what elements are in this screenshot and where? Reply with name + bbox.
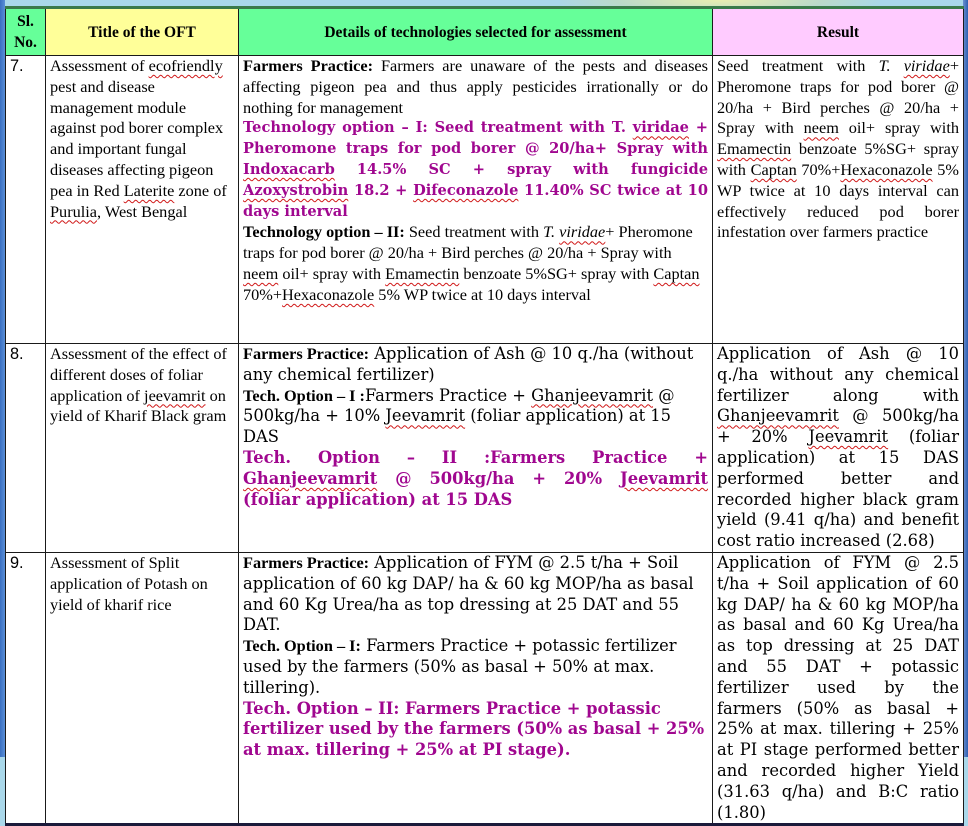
details-cell — [239, 344, 713, 553]
text: (foliar application) at 15 DAS performed better and recorded higher black gram yield (9.41 q/ha) and benefit cost ratio increased (2.68) — [717, 427, 959, 551]
spellcheck-word: Azoxystrobin — [243, 181, 349, 199]
header-details: Details of technologies selected for assessment — [239, 8, 713, 56]
text: pest and disease management module against pod borer complex and important fungal diseases affecting pigeon pea in Red — [50, 76, 224, 200]
text: + Pheromone traps for pod borer @ 20/ha + Bird perches @ 20/ha + Spray with — [717, 56, 959, 138]
spellcheck-word: Captan — [750, 159, 797, 179]
text: Assessment of the effect of different doses of foliar application of — [50, 344, 227, 405]
text: Seed treatment with — [404, 222, 544, 242]
text: 18.2 + — [348, 181, 414, 199]
technology-option-1-label: Tech. Option – I : — [243, 385, 365, 405]
text: Application of Ash @ 10 q./ha without any chemical fertilizer along with — [717, 344, 959, 405]
text: (foliar application) at 15 DAS — [243, 489, 513, 509]
farmers-practice — [243, 553, 708, 636]
header-row — [6, 8, 964, 56]
spellcheck-word: Ghanjeevamrit — [531, 385, 654, 405]
oft-title-cell — [46, 56, 239, 344]
sl-no-cell: 9. — [6, 552, 46, 824]
farmers-practice — [243, 56, 708, 118]
spellcheck-word: Emamectin — [717, 139, 792, 159]
technology-option-2 — [243, 448, 708, 510]
text: + Pheromone traps for pod borer @ 20/ha + Bird perches @ 20/ha + Spray with — [243, 222, 693, 263]
spellcheck-word: viridae — [559, 222, 606, 242]
text: @ 500kg/ha + 20% — [717, 406, 959, 447]
table-row — [6, 552, 964, 824]
text: 70%+ — [243, 284, 283, 304]
text: 70%+ — [796, 159, 841, 179]
technology-option-1 — [243, 118, 708, 222]
sl-no-cell: 8. — [6, 344, 46, 553]
farmers-practice-text: Application of FYM @ 2.5 t/ha + Soil application of 60 kg DAP/ ha & 60 kg MOP/ha as basal and 60 Kg Urea/ha as top dressing at 25 DAT and 55 DAT. — [243, 552, 694, 635]
farmers-practice — [243, 344, 708, 386]
spellcheck-word: Ghanjeevamrit — [243, 468, 378, 488]
technology-option-1 — [243, 636, 708, 698]
text: zone of — [174, 180, 227, 200]
text: Assessment of — [50, 56, 145, 75]
technology-option-1 — [243, 386, 708, 448]
spellcheck-word: Hexaconazole — [840, 159, 933, 179]
spellcheck-word: Jeevamrit — [620, 468, 708, 488]
text: (foliar application) at 15 DAS — [243, 406, 672, 447]
spellcheck-word: Jeevamrit — [808, 427, 889, 447]
spellcheck-word: Difeconazole — [413, 181, 519, 199]
table-row — [6, 56, 964, 344]
spellcheck-word: Captan — [653, 263, 700, 283]
result-cell: Application of FYM @ 2.5 t/ha + Soil application of 60 kg DAP/ ha & 60 kg MOP/ha as basal and 60 Kg Urea/ha as top dressing at 25 DAT and 55 DAT + potassic fertilizer used by the farmers (50% as basal + 25% at max. tillering + 25% at PI stage performed better and recorded higher Yield (31.63 q/ha) and B:C ratio (1.80) — [713, 552, 964, 824]
spellcheck-word: Purulia — [50, 201, 98, 221]
header-title: Title of the OFT — [46, 8, 239, 56]
farmers-practice-text: Application of Ash @ 10 q./ha (without any chemical fertilizer) — [243, 344, 694, 384]
spellcheck-word: Emamectin — [385, 263, 460, 283]
text: Technology option – I: Seed treatment with T. — [243, 119, 633, 137]
text: Tech. Option – II :Farmers Practice + — [243, 447, 708, 467]
oft-title-cell — [46, 344, 239, 553]
text: on yield of Kharif Black gram — [50, 385, 227, 426]
text: 11.40% SC twice at 10 days interval — [243, 181, 708, 220]
text: T. — [878, 56, 904, 75]
spellcheck-word: Indoxacarb — [243, 160, 335, 178]
text: + Pheromone traps for pod borer @ 20/ha+ Spray with — [243, 119, 708, 158]
text: oil+ spray with — [278, 263, 386, 283]
oft-title-cell: Assessment of Split application of Potash on yield of kharif rice — [46, 552, 239, 824]
farmers-practice-label: Farmers Practice: — [243, 56, 373, 75]
farmers-practice-label: Farmers Practice: — [243, 344, 370, 363]
text: benzoate 5%SG+ spray with — [717, 139, 959, 179]
text: Seed treatment with — [717, 56, 879, 75]
spellcheck-word: Hexaconazole — [282, 284, 375, 304]
farmers-practice-label: Farmers Practice: — [243, 552, 370, 572]
text: 14.5% SC + spray with fungicide — [334, 160, 708, 178]
technology-option-2: Tech. Option – II: Farmers Practice + potassic fertilizer used by the farmers (50% as basal + 25% at max. tillering + 25% at PI stage). — [243, 698, 705, 760]
text: Farmers Practice + — [364, 385, 532, 405]
text: oil+ spray with — [838, 118, 959, 138]
text: @ 500kg/ha + 20% — [377, 468, 621, 488]
technology-option-1-label: Tech. Option – I: — [243, 636, 361, 656]
technology-option-2 — [243, 222, 708, 305]
header-sl-no: Sl. No. — [6, 8, 46, 56]
result-cell — [713, 56, 964, 344]
text: 5% WP twice at 10 days interval — [374, 284, 591, 304]
oft-table — [5, 6, 964, 826]
spellcheck-word: ecofriendly — [148, 56, 223, 75]
spellcheck-word: jeevamrit — [144, 385, 206, 405]
table-row — [6, 344, 964, 553]
spellcheck-word: Laterite — [123, 180, 175, 200]
technology-option-1-text: Farmers Practice + potassic fertilizer used by the farmers (50% as basal + 50% at max. tillering). — [243, 636, 677, 697]
text: @ 500kg/ha + 10% — [243, 385, 675, 426]
text: , West Bengal — [97, 201, 188, 221]
result-cell — [713, 344, 964, 553]
farmers-practice-text: Farmers are unaware of the pests and diseases affecting pigeon pea and thus apply pesticides irrationally or do nothing for management — [243, 56, 708, 117]
spellcheck-word: neem — [803, 118, 839, 138]
spellcheck-word: Jeevamrit — [385, 406, 466, 426]
header-result: Result — [713, 8, 964, 56]
text: benzoate 5%SG+ spray with — [459, 263, 654, 283]
sl-no-cell: 7. — [6, 56, 46, 344]
text: T. — [543, 222, 560, 242]
details-cell — [239, 56, 713, 344]
spellcheck-word: viridae — [903, 56, 950, 75]
details-cell — [239, 552, 713, 824]
spellcheck-word: neem — [243, 263, 279, 283]
spellcheck-word: Ghanjeevamrit — [717, 406, 839, 426]
text: 5% WP twice at 10 days interval can effectively reduced pod borer infestation over farmers practice — [717, 159, 959, 242]
technology-option-2-label: Technology option – II: — [243, 222, 405, 242]
spellcheck-word: viridae — [632, 119, 689, 137]
